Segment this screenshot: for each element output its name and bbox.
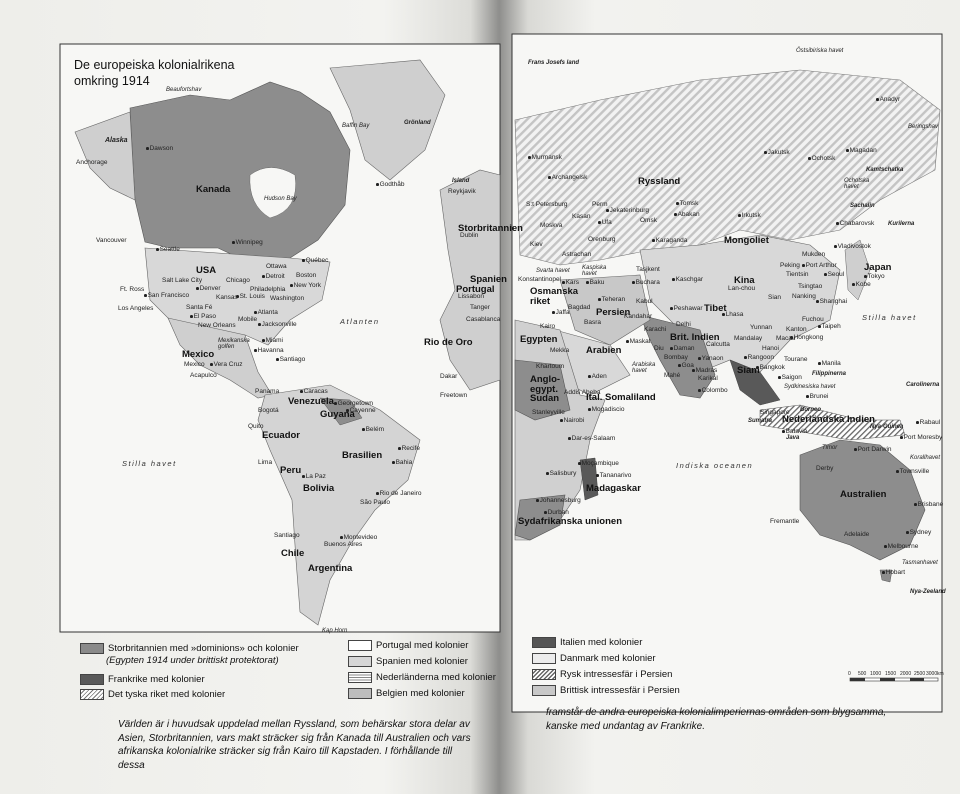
city-dawson: Dawson <box>146 146 173 153</box>
city-nairobi: Nairobi <box>560 418 584 425</box>
city-tanger: Tanger <box>470 304 490 311</box>
swatch-denmark <box>532 653 556 664</box>
city-bangkok: Bangkok <box>756 365 785 372</box>
scale-tick-1500: 1500 <box>885 671 897 677</box>
city-anchorage: Anchorage <box>76 159 108 166</box>
city-mogadiscio: Mogadiscio <box>588 407 624 414</box>
city-yanaon: Yanaon <box>698 356 724 363</box>
label-ochotska-havet: Ochotska havet <box>844 178 870 190</box>
label-portugal: Portugal <box>456 284 495 295</box>
label-kaspiska-havet: Kaspiska havet <box>582 265 607 277</box>
city-kandahar: Kandahar <box>624 313 653 320</box>
city-atlanta: Atlanta <box>254 310 278 317</box>
label-filippinerna: Filippinerna <box>812 371 847 377</box>
city-belem: Belém <box>362 427 384 434</box>
label-island: Island <box>452 178 470 184</box>
city-saigon: Saigon <box>778 375 802 382</box>
city-port-arthur: Port Arthur <box>802 263 837 270</box>
scale-tick-1000: 1000 <box>870 671 882 677</box>
city-ufa: Ufa <box>598 220 612 227</box>
city-tananarivo: Tananarivo <box>596 473 631 480</box>
city-el-paso: El Paso <box>190 314 216 321</box>
city-melbourne: Melbourne <box>884 544 918 551</box>
city-los-angeles: Los Angeles <box>118 305 154 312</box>
scale-tick-2500: 2500 <box>914 671 926 677</box>
swatch-france <box>80 674 104 685</box>
label-sydafrikanska-unionen: Sydafrikanska unionen <box>518 516 623 527</box>
label-alaska: Alaska <box>105 137 128 144</box>
caption-right: framstår de andra europeiska kolonialimperiernas områden som blygsamma, kanske med undantag av Frankrike. <box>546 707 887 732</box>
city-panama: Panama <box>255 388 280 395</box>
label-mexico: Mexico <box>182 349 215 360</box>
city-mukden: Mukden <box>802 251 826 258</box>
city-detroit: Detroit <box>262 274 285 281</box>
label-venezuela: Venezuela <box>288 396 334 407</box>
city-godthab: Godthåb <box>376 182 405 189</box>
label-rio-de-oro: Rio de Oro <box>424 337 473 348</box>
city-mahe: Mahé <box>664 372 681 379</box>
city-sian: Sian <box>768 294 782 301</box>
city-rio-de-janeiro: Rio de Janeiro <box>376 491 422 498</box>
legend-belgium: Belgien med kolonier <box>348 688 465 699</box>
label-nya-guinea: Nya-Guinea <box>870 424 904 430</box>
map-title-line1: De europeiska kolonialrikena <box>74 58 235 72</box>
city-santiago: Santiago <box>274 532 300 539</box>
city-irkutsk: Irkutsk <box>738 213 761 220</box>
city-tientsin: Tientsin <box>786 271 809 278</box>
city-dar-es-salaam: Dar-es-Salaam <box>568 436 615 443</box>
label-brasilien: Brasilien <box>342 450 383 461</box>
city-havanna: Havanna <box>254 348 284 355</box>
label-spanien: Spanien <box>470 274 507 285</box>
city-singapore: Singapore <box>760 409 790 416</box>
legend-uk: Storbritannien med »dominions» och kolonier <box>80 643 299 654</box>
label-argentina: Argentina <box>308 563 353 574</box>
label-osmanska-riket: Osmanska riket <box>530 286 579 307</box>
city-basra: Basra <box>584 319 601 326</box>
city-lissabon: Lissabon <box>458 293 485 300</box>
label-ital-somaliland: Ital. Somaliland <box>586 392 656 403</box>
city-peshawar: Peshawar <box>670 306 703 313</box>
city-lhasa: Lhasa <box>722 312 743 319</box>
city-sao-paulo: São Paulo <box>360 499 390 506</box>
city-ottawa: Ottawa <box>266 263 287 270</box>
label-japan: Japan <box>864 262 892 273</box>
label-sachalin: Sachalin <box>850 203 875 209</box>
city-aden: Aden <box>588 374 607 381</box>
city-abakan: Abakan <box>674 212 700 219</box>
city-port-darwin: Port Darwin <box>854 447 892 454</box>
city-daman: Daman <box>670 346 695 353</box>
swatch-britain-persia <box>532 685 556 696</box>
city-reykjavik: Reykjavik <box>448 188 476 195</box>
city-goa: Goa <box>678 363 694 370</box>
label-timor: Timor <box>822 445 838 451</box>
city-buchara: Buchara <box>632 280 660 287</box>
label-peru: Peru <box>280 465 302 476</box>
city-salt-lake-city: Salt Lake City <box>162 277 203 284</box>
legend-denmark: Danmark med kolonier <box>532 653 656 664</box>
label-nya-zeeland: Nya-Zeeland <box>910 589 946 595</box>
city-konstantinopel: Konstantinopel <box>518 276 562 283</box>
city-san-francisco: San Francisco <box>144 293 189 300</box>
city-maskat: Maskat <box>626 339 651 346</box>
city-chicago: Chicago <box>226 277 250 284</box>
city-teheran: Teheran <box>598 297 625 304</box>
city-addis-abeba: Addis Abeba <box>564 389 601 396</box>
scale-unit: km <box>937 671 944 677</box>
city-ft-ross: Ft. Ross <box>120 286 145 293</box>
scale-tick-2000: 2000 <box>900 671 912 677</box>
city-karaganda: Karaganda <box>652 238 687 245</box>
city-mandalay: Mandalay <box>734 335 763 342</box>
label-australien: Australien <box>840 489 887 500</box>
city-karachi: Karachi <box>644 326 667 333</box>
city-bogota: Bogotá <box>258 407 279 414</box>
city-freetown: Freetown <box>440 392 468 399</box>
city-santa-fe: Santa Fé <box>186 304 213 311</box>
swatch-italy <box>532 637 556 648</box>
city-fremantle: Fremantle <box>770 518 800 525</box>
city-sydney: Sydney <box>906 530 931 537</box>
city-hongkong: Hongkong <box>790 335 823 342</box>
city-orenburg: Orenburg <box>588 236 616 243</box>
city-la-paz: La Paz <box>302 474 326 481</box>
city-townsville: Townsville <box>896 469 929 476</box>
city-kasan: Kasan <box>572 213 591 220</box>
label-svarta-havet: Svarta havet <box>536 268 570 274</box>
city-karikal: Karikal <box>698 375 718 382</box>
city-kansas: Kansas <box>216 294 238 301</box>
swatch-netherlands <box>348 672 372 683</box>
city-bombay: Bombay <box>664 354 688 361</box>
label-mongoliet: Mongoliet <box>724 235 769 246</box>
legend-uk-note: (Egypten 1914 under brittiskt protektorat) <box>106 655 279 666</box>
city-anadyr: Anadyr <box>876 97 900 104</box>
city-quebec: Québec <box>302 258 328 265</box>
label-beringshav: Beringshav <box>908 124 939 130</box>
label-baffin-bay: Baffin Bay <box>342 123 370 129</box>
label-hudson-bay: Hudson Bay <box>264 196 297 202</box>
label-frans-josefs-land: Frans Josefs land <box>528 60 580 66</box>
city-perm: Perm <box>592 201 608 208</box>
swatch-germany <box>80 689 104 700</box>
city-georgetown: Georgetown <box>334 401 373 408</box>
city-dublin: Dublin <box>460 232 479 239</box>
label-guyana: Guyana <box>320 409 355 420</box>
city-colombo: Colombo <box>698 388 728 395</box>
city-jacksonville: Jacksonville <box>258 322 297 329</box>
city-brunei: Brunei <box>806 394 828 401</box>
city-acapulco: Acapulco <box>190 372 217 379</box>
city-new-orleans: New Orleans <box>198 322 236 329</box>
label-arabien: Arabien <box>586 345 622 356</box>
label-kap-horn: Kap Horn <box>322 628 348 634</box>
label-storbritannien: Storbritannien <box>458 223 523 234</box>
label-kurilerna: Kurilerna <box>888 221 915 227</box>
city-winnipeg: Winnipeg <box>232 240 263 247</box>
city-adelaide: Adelaide <box>844 531 870 538</box>
city-santiago-cuba: Santiago <box>276 357 305 364</box>
city-kiev: Kiev <box>530 241 543 248</box>
city-madras: Madras <box>692 368 717 375</box>
city-johannesburg: Johannesburg <box>536 498 581 505</box>
legend-netherlands: Nederländerna med kolonier <box>348 672 496 683</box>
city-mobile: Mobile <box>238 316 258 323</box>
city-shanghai: Shanghai <box>816 299 847 306</box>
label-siam: Siam <box>737 365 760 376</box>
label-atlanten: Atlanten <box>340 317 380 326</box>
label-java: Java <box>786 435 800 441</box>
scale-tick-3000: 3000 <box>926 671 938 677</box>
city-rabaul: Rabaul <box>916 420 940 427</box>
city-kaschgar: Kaschgar <box>672 277 703 284</box>
city-mexico: Mexico <box>184 361 205 368</box>
label-indiska-oceanen: Indiska oceanen <box>676 461 754 470</box>
city-vladivostok: Vladivostok <box>834 244 871 251</box>
legend-portugal: Portugal med kolonier <box>348 640 468 651</box>
label-stilla-havet-east: Stilla havet <box>862 313 917 322</box>
city-tomsk: Tomsk <box>676 201 698 208</box>
city-ochotsk: Ochotsk <box>808 156 835 163</box>
city-bahia: Bahia <box>392 460 412 467</box>
label-bolivia: Bolivia <box>303 483 335 494</box>
map-title-line2: omkring 1914 <box>74 73 150 88</box>
label-chile: Chile <box>281 548 305 559</box>
city-archangelsk: Archangelsk <box>548 175 587 182</box>
city-omsk: Omsk <box>640 217 657 224</box>
city-denver: Denver <box>196 286 221 293</box>
label-borneo: Borneo <box>800 407 821 413</box>
canada-shape <box>130 82 350 262</box>
city-kobe: Kobe <box>852 282 871 289</box>
city-baku: Baku <box>586 280 604 287</box>
city-miami: Miami <box>262 338 283 345</box>
city-yunnan: Yunnan <box>750 324 773 331</box>
city-brisbane: Brisbane <box>914 502 943 509</box>
city-moskva: Moskva <box>540 222 563 229</box>
city-mekka: Mekka <box>550 347 570 354</box>
city-jekaterinburg: Jekaterinburg <box>606 208 649 215</box>
city-tourane: Tourane <box>784 356 808 363</box>
label-arabiska-havet: Arabiska havet <box>632 362 656 374</box>
city-new-york: New York <box>290 283 321 290</box>
city-peking: Peking <box>780 262 800 269</box>
city-diu: Diu <box>654 345 664 352</box>
scale-labels <box>848 672 943 688</box>
city-batavia: Batavia <box>782 429 807 436</box>
label-kamtschatka: Kamtschatka <box>866 167 904 173</box>
label-usa: USA <box>196 265 217 276</box>
label-stilla-havet-west: Stilla havet <box>122 459 177 468</box>
swatch-belgium <box>348 688 372 699</box>
city-rangoon: Rangoon <box>744 355 774 362</box>
swatch-uk <box>80 643 104 654</box>
city-tokyo: Tokyo <box>864 274 885 281</box>
city-cayenne: Cayenne <box>346 408 376 415</box>
label-ryssland: Ryssland <box>638 176 681 187</box>
city-hanoi: Hanoi <box>762 345 779 352</box>
city-derby: Derby <box>816 465 834 472</box>
city-lima: Lima <box>258 459 273 466</box>
city-kanton: Kanton <box>786 326 807 333</box>
label-brit-indien: Brit. Indien <box>670 332 720 343</box>
city-vera-cruz: Vera Cruz <box>210 362 243 369</box>
city-astrachan: Astrachan <box>562 251 592 258</box>
city-bagdad: Bagdad <box>568 304 591 311</box>
legend-britain-persia: Brittisk intressesfär i Persien <box>532 685 680 696</box>
city-casablanca: Casablanca <box>466 316 501 323</box>
label-tibet: Tibet <box>704 303 727 314</box>
legend-spain: Spanien med kolonier <box>348 656 468 667</box>
label-gronland: Grönland <box>404 120 431 126</box>
city-salisbury: Salisbury <box>546 471 576 478</box>
city-tsingtao: Tsingtao <box>798 283 823 290</box>
city-hobart: Hobart <box>882 570 905 577</box>
scale-tick-500: 500 <box>858 671 867 677</box>
legend-italy: Italien med kolonier <box>532 637 642 648</box>
swatch-portugal <box>348 640 372 651</box>
label-korallhavet: Korallhavet <box>910 455 941 461</box>
label-nederlandska-indien: Nederländska Indien <box>782 414 875 425</box>
legend-russia-persia: Rysk intressesfär i Persien <box>532 669 672 680</box>
city-manila: Manila <box>818 361 841 368</box>
city-port-moresby: Port Moresby <box>900 435 942 442</box>
city-st-petersburg: S:t Petersburg <box>526 201 568 208</box>
label-beaufortshav: Beaufortshav <box>166 87 202 93</box>
city-fuchou: Fuchou <box>802 316 824 323</box>
city-magadan: Magadan <box>846 148 877 155</box>
label-persien: Persien <box>596 307 631 318</box>
swatch-spain <box>348 656 372 667</box>
label-carolinerna: Carolinerna <box>906 382 940 388</box>
legend-france: Frankrike med kolonier <box>80 674 205 685</box>
city-vancouver: Vancouver <box>96 237 127 244</box>
label-mexikanska-golfen: Mexikanska golfen <box>218 338 250 350</box>
city-mocambique: Moçambique <box>578 461 619 468</box>
city-durban: Durban <box>544 510 569 517</box>
city-chabarovsk: Chabarovsk <box>836 221 874 228</box>
city-taipeh: Taipeh <box>818 324 841 331</box>
city-quito: Quito <box>248 423 264 430</box>
city-kars: Kars <box>562 280 579 287</box>
label-madagaskar: Madagaskar <box>586 483 641 494</box>
city-khartoum: Khartoum <box>536 363 565 370</box>
city-washington: Washington <box>270 295 305 302</box>
label-kina: Kina <box>734 275 755 286</box>
label-sumatra: Sumatra <box>748 418 773 424</box>
city-montevideo: Montevideo <box>340 535 377 542</box>
city-boston: Boston <box>296 272 317 279</box>
city-murmansk: Murmansk <box>528 155 562 162</box>
label-kanada: Kanada <box>196 184 231 195</box>
scale-tick-0: 0 <box>848 671 851 677</box>
city-recife: Recife <box>398 446 420 453</box>
map-title <box>74 58 235 89</box>
caption-left: Världen är i huvudsak uppdelad mellan Ryssland, som behärskar stora delar av Asien, Storbritannien, vars makt sträcker sig från Kanada till Australien och vars afrikanska kolonialrike sträcker sig från Kairo till Kapstaden. I förhållande till dessa <box>118 719 471 771</box>
city-philadelphia: Philadelphia <box>250 286 286 293</box>
city-calcutta: Calcutta <box>706 341 730 348</box>
swatch-russia-persia <box>532 669 556 680</box>
city-seoul: Seoul <box>824 272 844 279</box>
city-lan-chou: Lan-chou <box>728 285 756 292</box>
city-jakutsk: Jakutsk <box>764 150 790 157</box>
city-stanleyville: Stanleyville <box>532 409 565 416</box>
city-tasjkent: Tasjkent <box>636 266 660 273</box>
label-anglo-egypt-sudan: Anglo-egypt. Sudan <box>530 374 561 404</box>
city-kabul: Kabul <box>636 298 653 305</box>
label-tasmanhavet: Tasmanhavet <box>902 560 938 566</box>
city-nanking: Nanking <box>792 293 816 300</box>
label-sydkinesiska-havet: Sydkinesiska havet <box>784 384 836 390</box>
label-egypten: Egypten <box>520 334 558 345</box>
legend-germany: Det tyska riket med kolonier <box>80 689 225 700</box>
city-buenos-aires: Buenos Aires <box>324 541 363 548</box>
city-st-louis: St. Louis <box>236 294 265 301</box>
city-seattle: Seattle <box>156 247 180 254</box>
label-ecuador: Ecuador <box>262 430 301 441</box>
city-jaffa: Jaffa <box>552 310 570 317</box>
city-delhi: Delhi <box>676 321 691 328</box>
city-dakar: Dakar <box>440 373 458 380</box>
city-caracas: Caracas <box>300 389 328 396</box>
city-macau: Macau <box>776 335 796 342</box>
city-kairo: Kairo <box>540 323 556 330</box>
label-ostsibiriska-havet: Östsibiriska havet <box>796 48 844 54</box>
